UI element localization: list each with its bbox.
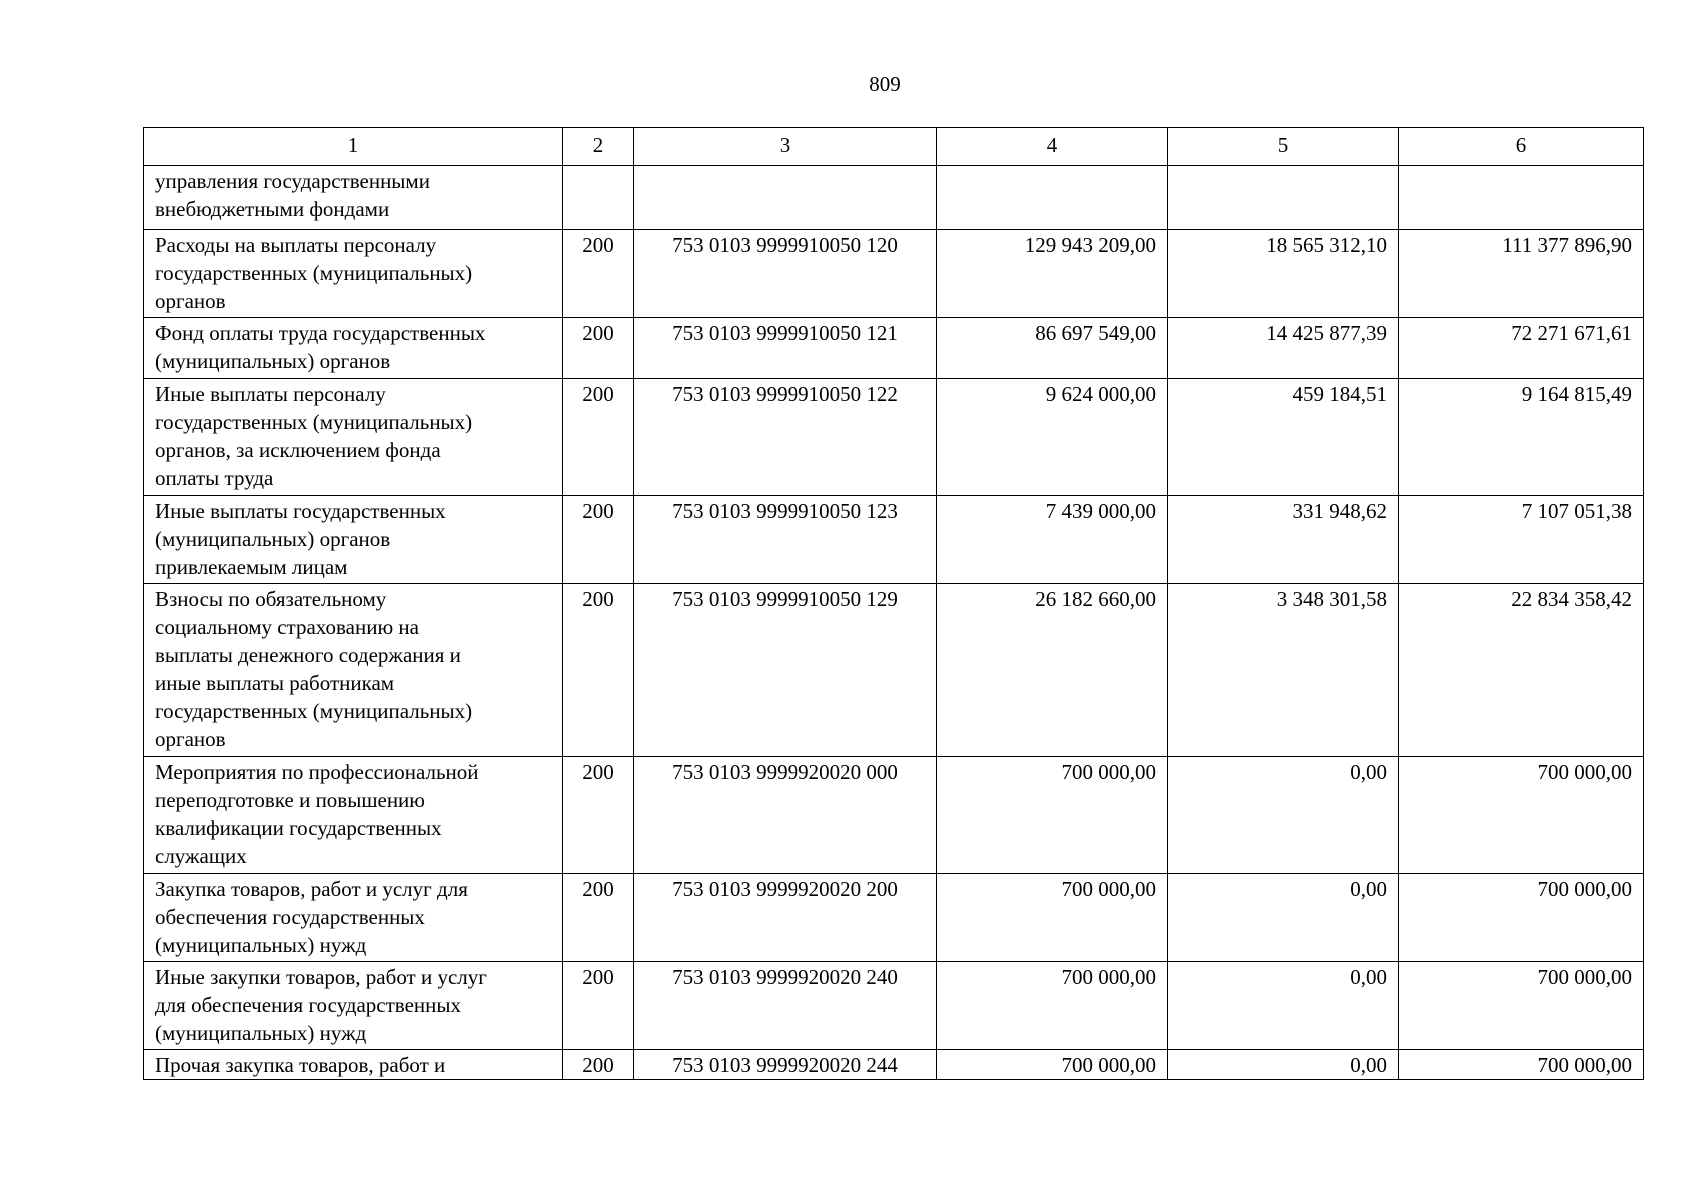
row-name-line: органов bbox=[155, 727, 226, 751]
row-classification-cell: 753 0103 9999920020 244 bbox=[634, 1050, 937, 1080]
row-code-cell: 200 bbox=[563, 1050, 634, 1080]
row-name-line: государственных (муниципальных) bbox=[155, 410, 473, 434]
row-name-line: (муниципальных) органов bbox=[155, 527, 391, 551]
table-row bbox=[144, 584, 1644, 757]
column-header-2: 2 bbox=[563, 128, 634, 166]
row-executed-cell: 3 348 301,58 bbox=[1168, 584, 1399, 757]
row-name-line: Закупка товаров, работ и услуг для bbox=[155, 877, 468, 901]
row-name-line: органов bbox=[155, 289, 226, 313]
row-approved-cell: 86 697 549,00 bbox=[937, 318, 1168, 379]
row-classification-cell: 753 0103 9999910050 121 bbox=[634, 318, 937, 379]
column-number-header-row bbox=[144, 128, 1644, 166]
row-name-line: переподготовке и повышению bbox=[155, 788, 425, 812]
row-name-line: Взносы по обязательному bbox=[155, 587, 387, 611]
row-classification-cell: 753 0103 9999910050 120 bbox=[634, 230, 937, 318]
row-approved-cell: 26 182 660,00 bbox=[937, 584, 1168, 757]
row-approved-cell: 700 000,00 bbox=[937, 1050, 1168, 1080]
row-remaining-cell: 111 377 896,90 bbox=[1399, 230, 1644, 318]
row-name-line: государственных (муниципальных) bbox=[155, 261, 473, 285]
row-classification-cell: 753 0103 9999910050 122 bbox=[634, 379, 937, 496]
table-row bbox=[144, 166, 1644, 230]
row-name-line: управления государственными bbox=[155, 169, 430, 193]
table-row bbox=[144, 318, 1644, 379]
row-remaining-cell: 700 000,00 bbox=[1399, 757, 1644, 874]
row-name-line: государственных (муниципальных) bbox=[155, 699, 473, 723]
row-executed-cell: 459 184,51 bbox=[1168, 379, 1399, 496]
table-row bbox=[144, 230, 1644, 318]
row-name-line: Прочая закупка товаров, работ и bbox=[155, 1053, 446, 1077]
row-name-line: выплаты денежного содержания и bbox=[155, 643, 461, 667]
row-remaining-cell: 72 271 671,61 bbox=[1399, 318, 1644, 379]
row-name-line: Мероприятия по профессиональной bbox=[155, 760, 479, 784]
row-approved-cell: 700 000,00 bbox=[937, 874, 1168, 962]
row-code-cell: 200 bbox=[563, 874, 634, 962]
table-row bbox=[144, 757, 1644, 874]
row-name-line: оплаты труда bbox=[155, 466, 274, 490]
row-name-line: Иные выплаты персоналу bbox=[155, 382, 386, 406]
row-name-line: внебюджетными фондами bbox=[155, 197, 390, 221]
row-executed-cell bbox=[1168, 166, 1399, 230]
row-remaining-cell bbox=[1399, 166, 1644, 230]
row-executed-cell: 14 425 877,39 bbox=[1168, 318, 1399, 379]
row-name-line: для обеспечения государственных bbox=[155, 993, 461, 1017]
row-name-cell bbox=[144, 962, 563, 1050]
row-remaining-cell: 700 000,00 bbox=[1399, 962, 1644, 1050]
row-executed-cell: 331 948,62 bbox=[1168, 496, 1399, 584]
row-code-cell: 200 bbox=[563, 584, 634, 757]
row-approved-cell: 7 439 000,00 bbox=[937, 496, 1168, 584]
row-classification-cell: 753 0103 9999910050 123 bbox=[634, 496, 937, 584]
row-name-cell bbox=[144, 757, 563, 874]
row-classification-cell: 753 0103 9999920020 240 bbox=[634, 962, 937, 1050]
row-approved-cell: 700 000,00 bbox=[937, 962, 1168, 1050]
column-header-1: 1 bbox=[144, 128, 563, 166]
row-name-cell bbox=[144, 1050, 563, 1080]
row-approved-cell: 129 943 209,00 bbox=[937, 230, 1168, 318]
row-code-cell: 200 bbox=[563, 318, 634, 379]
row-approved-cell: 9 624 000,00 bbox=[937, 379, 1168, 496]
row-name-line: иные выплаты работникам bbox=[155, 671, 395, 695]
budget-execution-table bbox=[143, 127, 1644, 1080]
column-header-6: 6 bbox=[1399, 128, 1644, 166]
row-remaining-cell: 22 834 358,42 bbox=[1399, 584, 1644, 757]
row-executed-cell: 0,00 bbox=[1168, 962, 1399, 1050]
page-number: 809 bbox=[869, 72, 901, 96]
column-header-4: 4 bbox=[937, 128, 1168, 166]
row-name-line: (муниципальных) нужд bbox=[155, 1021, 367, 1045]
row-name-line: социальному страхованию на bbox=[155, 615, 419, 639]
column-header-3: 3 bbox=[634, 128, 937, 166]
column-header-5: 5 bbox=[1168, 128, 1399, 166]
table-row bbox=[144, 1050, 1644, 1080]
table-row bbox=[144, 962, 1644, 1050]
row-code-cell bbox=[563, 166, 634, 230]
row-name-cell bbox=[144, 584, 563, 757]
row-name-line: (муниципальных) нужд bbox=[155, 933, 367, 957]
row-code-cell: 200 bbox=[563, 757, 634, 874]
table-row bbox=[144, 874, 1644, 962]
row-name-cell bbox=[144, 496, 563, 584]
row-name-line: Иные закупки товаров, работ и услуг bbox=[155, 965, 487, 989]
row-name-line: Расходы на выплаты персоналу bbox=[155, 233, 437, 257]
row-approved-cell bbox=[937, 166, 1168, 230]
row-remaining-cell: 700 000,00 bbox=[1399, 874, 1644, 962]
table-row bbox=[144, 496, 1644, 584]
row-name-line: Иные выплаты государственных bbox=[155, 499, 446, 523]
row-name-line: Фонд оплаты труда государственных bbox=[155, 321, 486, 345]
row-name-cell bbox=[144, 318, 563, 379]
table-row bbox=[144, 379, 1644, 496]
row-classification-cell: 753 0103 9999920020 000 bbox=[634, 757, 937, 874]
row-code-cell: 200 bbox=[563, 379, 634, 496]
row-remaining-cell: 9 164 815,49 bbox=[1399, 379, 1644, 496]
row-executed-cell: 0,00 bbox=[1168, 874, 1399, 962]
row-name-cell bbox=[144, 230, 563, 318]
row-executed-cell: 0,00 bbox=[1168, 1050, 1399, 1080]
row-classification-cell: 753 0103 9999920020 200 bbox=[634, 874, 937, 962]
row-name-line: служащих bbox=[155, 844, 247, 868]
row-classification-cell bbox=[634, 166, 937, 230]
row-executed-cell: 0,00 bbox=[1168, 757, 1399, 874]
row-name-line: обеспечения государственных bbox=[155, 905, 425, 929]
row-name-line: привлекаемым лицам bbox=[155, 555, 348, 579]
row-name-cell bbox=[144, 379, 563, 496]
row-name-line: органов, за исключением фонда bbox=[155, 438, 441, 462]
row-code-cell: 200 bbox=[563, 230, 634, 318]
row-approved-cell: 700 000,00 bbox=[937, 757, 1168, 874]
row-name-cell bbox=[144, 874, 563, 962]
row-remaining-cell: 7 107 051,38 bbox=[1399, 496, 1644, 584]
row-classification-cell: 753 0103 9999910050 129 bbox=[634, 584, 937, 757]
row-name-line: квалификации государственных bbox=[155, 816, 442, 840]
row-code-cell: 200 bbox=[563, 962, 634, 1050]
row-code-cell: 200 bbox=[563, 496, 634, 584]
row-remaining-cell: 700 000,00 bbox=[1399, 1050, 1644, 1080]
row-name-cell bbox=[144, 166, 563, 230]
row-executed-cell: 18 565 312,10 bbox=[1168, 230, 1399, 318]
row-name-line: (муниципальных) органов bbox=[155, 349, 391, 373]
